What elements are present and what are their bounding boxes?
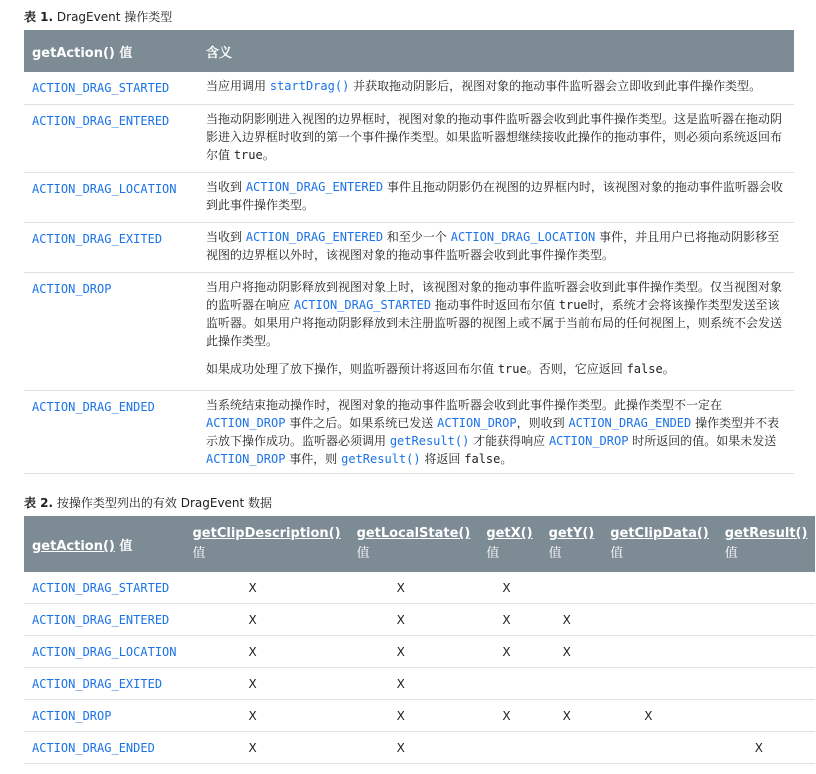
header-suffix: 值 [356,546,370,561]
action-type-name-cell [24,72,198,104]
valid-data-table [24,516,815,764]
validity-mark: X [541,636,603,668]
code-link[interactable]: ACTION_DROP [206,451,286,466]
action-type-description [198,222,794,272]
text-fragment: 。否则，它应返回 [526,361,627,376]
validity-mark: X [478,700,540,732]
table1-header-row [24,30,794,72]
action-type-link[interactable]: ACTION_DRAG_STARTED [32,581,170,595]
text-fragment: 如果成功处理了放下操作，则监听器预计将返回布尔值 [206,361,498,376]
validity-mark: X [478,604,540,636]
action-type-link[interactable]: ACTION_DRAG_STARTED [32,81,170,95]
validity-mark: X [185,572,349,604]
header-suffix: 值 [114,538,133,554]
action-type-link[interactable]: ACTION_DROP [32,281,112,296]
code-link[interactable]: ACTION_DRAG_LOCATION [450,229,596,244]
table2-header-getresult [717,516,816,572]
validity-mark: X [541,604,603,636]
text-fragment: 操作类型并不表示放下操作成功。监听器必须调用 [206,415,780,448]
method-link[interactable]: getClipData() [610,526,709,541]
validity-mark [717,604,816,636]
code-link[interactable]: ACTION_DROP [548,433,629,448]
valid-data-row [24,572,815,604]
code-literal: true [558,297,588,312]
validity-mark [602,572,717,604]
validity-mark [717,636,816,668]
validity-mark: X [185,700,349,732]
action-type-name-cell [24,604,185,636]
action-type-link[interactable]: ACTION_DRAG_ENDED [32,741,155,755]
table1-caption-number: 表 1. [24,10,54,24]
validity-mark: X [349,636,479,668]
text-fragment: 。 [500,451,513,466]
validity-mark [602,604,717,636]
method-link[interactable]: getResult() [724,526,808,541]
header-suffix: 值 [548,546,562,561]
action-type-name-cell [24,636,185,668]
validity-mark [717,700,816,732]
text-fragment: 当用户将拖动阴影释放到视图对象上时，该视图对象的拖动事件监听器会收到此事件操作类型。仅当视图对象的监听器在响应 [206,279,783,312]
description-paragraph [206,110,786,164]
validity-mark [478,668,540,700]
code-link[interactable]: ACTION_DRAG_ENDED [568,415,692,430]
action-type-name-cell [24,222,198,272]
validity-mark: X [185,668,349,700]
validity-mark: X [478,572,540,604]
table2-header-gety [541,516,603,572]
action-type-description [198,72,794,104]
method-link[interactable]: getLocalState() [356,526,471,541]
action-type-name-cell [24,104,198,172]
validity-mark: X [349,732,479,764]
validity-mark: X [185,604,349,636]
action-type-row [24,172,794,222]
code-link[interactable]: ACTION_DRAG_ENTERED [245,179,384,194]
validity-mark [717,572,816,604]
validity-mark [541,732,603,764]
header-suffix: 值 [486,546,500,561]
description-paragraph [206,178,786,214]
description-paragraph [206,278,786,350]
validity-mark: X [349,700,479,732]
text-fragment: 才能获得响应 [469,433,549,448]
validity-mark [541,572,603,604]
action-type-description [198,172,794,222]
action-type-name-cell [24,668,185,700]
action-type-link[interactable]: ACTION_DROP [32,709,112,723]
validity-mark [602,668,717,700]
description-paragraph [206,77,786,95]
text-fragment: 拖动事件时返回布尔值 [431,297,559,312]
valid-data-row [24,636,815,668]
text-fragment: 当拖动阴影刚进入视图的边界框时，视图对象的拖动事件监听器会收到此事件操作类型。这是监听器在拖动阴影进入边界框时收到的第一个事件操作类型。如果监听器想继续接收此操作的拖动事件，则必须向系统返回布尔值 [206,111,783,162]
code-link[interactable]: ACTION_DROP [206,415,286,430]
validity-mark [717,668,816,700]
text-fragment: 。 [662,361,675,376]
action-type-link[interactable]: ACTION_DRAG_LOCATION [32,645,177,659]
action-type-row [24,104,794,172]
table2-caption [24,494,272,511]
validity-mark: X [185,636,349,668]
text-fragment: 当收到 [206,179,246,194]
validity-mark: X [478,636,540,668]
table1-header-meaning: 含义 [198,30,794,72]
description-paragraph [206,396,786,468]
action-type-row [24,272,794,390]
table2-header-getlocalstate [349,516,479,572]
action-type-row [24,390,794,473]
text-fragment: 当系统结束拖动操作时，视图对象的拖动事件监听器会收到此事件操作类型。此操作类型不一定在 [206,397,723,412]
action-type-name-cell [24,390,198,473]
method-link[interactable]: getY() [548,526,595,541]
action-type-name-cell [24,172,198,222]
header-suffix: 值 [724,546,738,561]
action-type-description [198,104,794,172]
action-type-link[interactable]: ACTION_DRAG_EXITED [32,231,163,246]
text-fragment: 时所返回的值。如果未发送 [628,433,777,448]
action-type-link[interactable]: ACTION_DRAG_ENTERED [32,113,170,128]
code-link[interactable]: startDrag() [269,79,350,93]
validity-mark [602,636,717,668]
description-paragraph [206,360,786,378]
valid-data-row [24,604,815,636]
text-fragment: 。 [262,147,275,162]
action-type-name-cell [24,700,185,732]
action-type-description [198,272,794,390]
text-fragment: 事件，则 [285,451,342,466]
action-type-name-cell [24,732,185,764]
validity-mark: X [349,604,479,636]
table2-caption-number: 表 2. [24,496,54,510]
validity-mark: X [717,732,816,764]
text-fragment: 当收到 [206,229,246,244]
header-suffix: 值 [610,546,624,561]
action-type-name-cell [24,572,185,604]
code-literal: true [233,147,263,162]
table2-header-getclipdescription [185,516,349,572]
description-paragraph [206,228,786,264]
code-literal: false [464,451,501,466]
validity-mark: X [349,668,479,700]
method-link[interactable]: getX() [486,526,533,541]
action-type-description [198,390,794,473]
text-fragment: 并获取拖动阴影后，视图对象的拖动事件监听器会立即收到此事件操作类型。 [349,79,762,93]
action-type-link[interactable]: ACTION_DRAG_EXITED [32,677,163,691]
code-literal: false [626,361,663,376]
code-link[interactable]: ACTION_DRAG_STARTED [293,297,432,312]
action-types-table [24,30,794,474]
text-fragment: 时，系统才会将该操作类型发送至该监听器。如果用户将拖动阴影释放到未注册监听器的视图上或不属于当前布局的任何视图上，则系统不会发送此操作类型。 [206,297,783,348]
header-suffix: 值 [192,546,206,561]
text-fragment: 和至少一个 [383,229,451,244]
table1-caption [24,8,172,25]
valid-data-row [24,732,815,764]
table2-caption-text: 按操作类型列出的有效 DragEvent 数据 [53,496,273,510]
text-fragment: 当应用调用 [206,79,270,93]
action-type-name-cell [24,272,198,390]
action-type-row [24,222,794,272]
code-link[interactable]: getResult() [341,451,421,466]
validity-mark: X [602,700,717,732]
text-fragment: 将返回 [420,451,465,466]
validity-mark [478,732,540,764]
table2-header-getx [478,516,540,572]
text-fragment: ，则收到 [516,415,569,430]
table2-header-row [24,516,815,572]
table2-header-getaction [24,516,185,572]
text-fragment: 事件，并且用户已将拖动阴影移至视图的边界框以外时，该视图对象的拖动事件监听器会收到此事件操作类型。 [206,229,780,262]
action-type-link[interactable]: ACTION_DRAG_ENTERED [32,613,170,627]
text-fragment: 事件之后。如果系统已发送 [285,415,438,430]
action-type-link[interactable]: ACTION_DRAG_LOCATION [32,181,177,196]
validity-mark: X [349,572,479,604]
code-link[interactable]: getResult() [389,433,470,448]
code-literal: true [497,361,527,376]
validity-mark: X [541,700,603,732]
text-fragment: 事件且拖动阴影仍在视图的边界框内时，该视图对象的拖动事件监听器会收到此事件操作类型。 [206,179,783,212]
table1-caption-text: DragEvent 操作类型 [53,10,173,24]
code-link[interactable]: ACTION_DRAG_ENTERED [245,229,384,244]
validity-mark [602,732,717,764]
validity-mark [541,668,603,700]
action-type-row [24,72,794,104]
valid-data-row [24,668,815,700]
validity-mark: X [185,732,349,764]
table2-header-getclipdata [602,516,717,572]
action-type-link[interactable]: ACTION_DRAG_ENDED [32,399,155,414]
method-link[interactable]: getAction() [32,538,115,554]
valid-data-row [24,700,815,732]
code-link[interactable]: ACTION_DROP [437,415,517,430]
method-link[interactable]: getClipDescription() [192,526,341,541]
table1-header-action: getAction() 值 [24,30,198,72]
